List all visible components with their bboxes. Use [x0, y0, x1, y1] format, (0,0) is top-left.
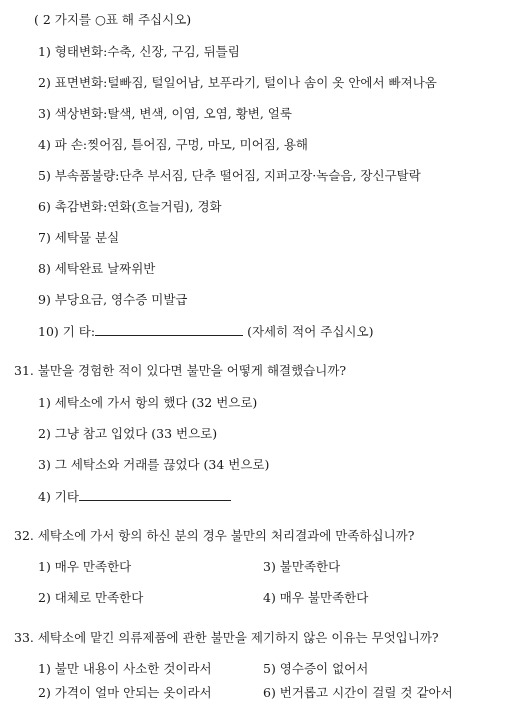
other-answer-blank[interactable]	[79, 488, 231, 501]
instruction-text: ( 2 가지를 ○표 해 주십시오)	[34, 12, 192, 27]
option-30-6: 6) 촉감변화:연화(흐늘거림), 경화	[38, 199, 222, 214]
option-30-8: 8) 세탁완료 날짜위반	[38, 261, 156, 276]
option-30-5: 5) 부속품불량:단추 부서짐, 단추 떨어짐, 지퍼고장·녹슬음, 장신구탈락	[38, 168, 421, 183]
option-33-6: 6) 번거롭고 시간이 걸릴 것 같아서	[263, 685, 453, 700]
option-30-9: 9) 부당요금, 영수증 미발급	[38, 292, 188, 307]
option-32-4: 4) 매우 불만족한다	[263, 590, 369, 605]
option-31-1: 1) 세탁소에 가서 항의 했다 (32 번으로)	[38, 395, 258, 410]
option-31-4-label: 4) 기타	[38, 489, 79, 504]
option-30-4: 4) 파 손:찢어짐, 튿어짐, 구멍, 마모, 미어짐, 용해	[38, 137, 308, 152]
question-32: 32. 세탁소에 가서 항의 하신 분의 경우 불만의 처리결과에 만족하십니까?	[14, 528, 415, 543]
other-answer-blank[interactable]	[95, 323, 243, 336]
question-33: 33. 세탁소에 맡긴 의류제품에 관한 불만을 제기하지 않은 이유는 무엇입니까?	[14, 630, 439, 645]
option-30-10-note: (자세히 적어 주십시오)	[247, 324, 374, 339]
option-30-10-label: 10) 기 타:	[38, 324, 96, 339]
option-30-7: 7) 세탁물 분실	[38, 230, 120, 245]
option-30-1: 1) 형태변화:수축, 신장, 구김, 뒤틀림	[38, 44, 240, 59]
option-33-1: 1) 불만 내용이 사소한 것이라서	[38, 661, 212, 676]
option-31-2: 2) 그냥 참고 입었다 (33 번으로)	[38, 426, 218, 441]
option-33-5: 5) 영수증이 없어서	[263, 661, 369, 676]
option-32-3: 3) 불만족한다	[263, 559, 341, 574]
option-30-3: 3) 색상변화:탈색, 변색, 이염, 오염, 황변, 얼룩	[38, 106, 292, 121]
option-31-3: 3) 그 세탁소와 거래를 끊었다 (34 번으로)	[38, 457, 270, 472]
option-31-4	[38, 488, 231, 505]
option-33-2: 2) 가격이 얼마 안되는 옷이라서	[38, 685, 212, 700]
option-30-2: 2) 표면변화:털빠짐, 털일어남, 보푸라기, 털이나 솜이 옷 안에서 빠져나옴	[38, 75, 437, 90]
option-30-10	[38, 323, 373, 340]
option-32-1: 1) 매우 만족한다	[38, 559, 132, 574]
question-31: 31. 불만을 경험한 적이 있다면 불만을 어떻게 해결했습니까?	[14, 363, 347, 378]
option-32-2: 2) 대체로 만족한다	[38, 590, 144, 605]
